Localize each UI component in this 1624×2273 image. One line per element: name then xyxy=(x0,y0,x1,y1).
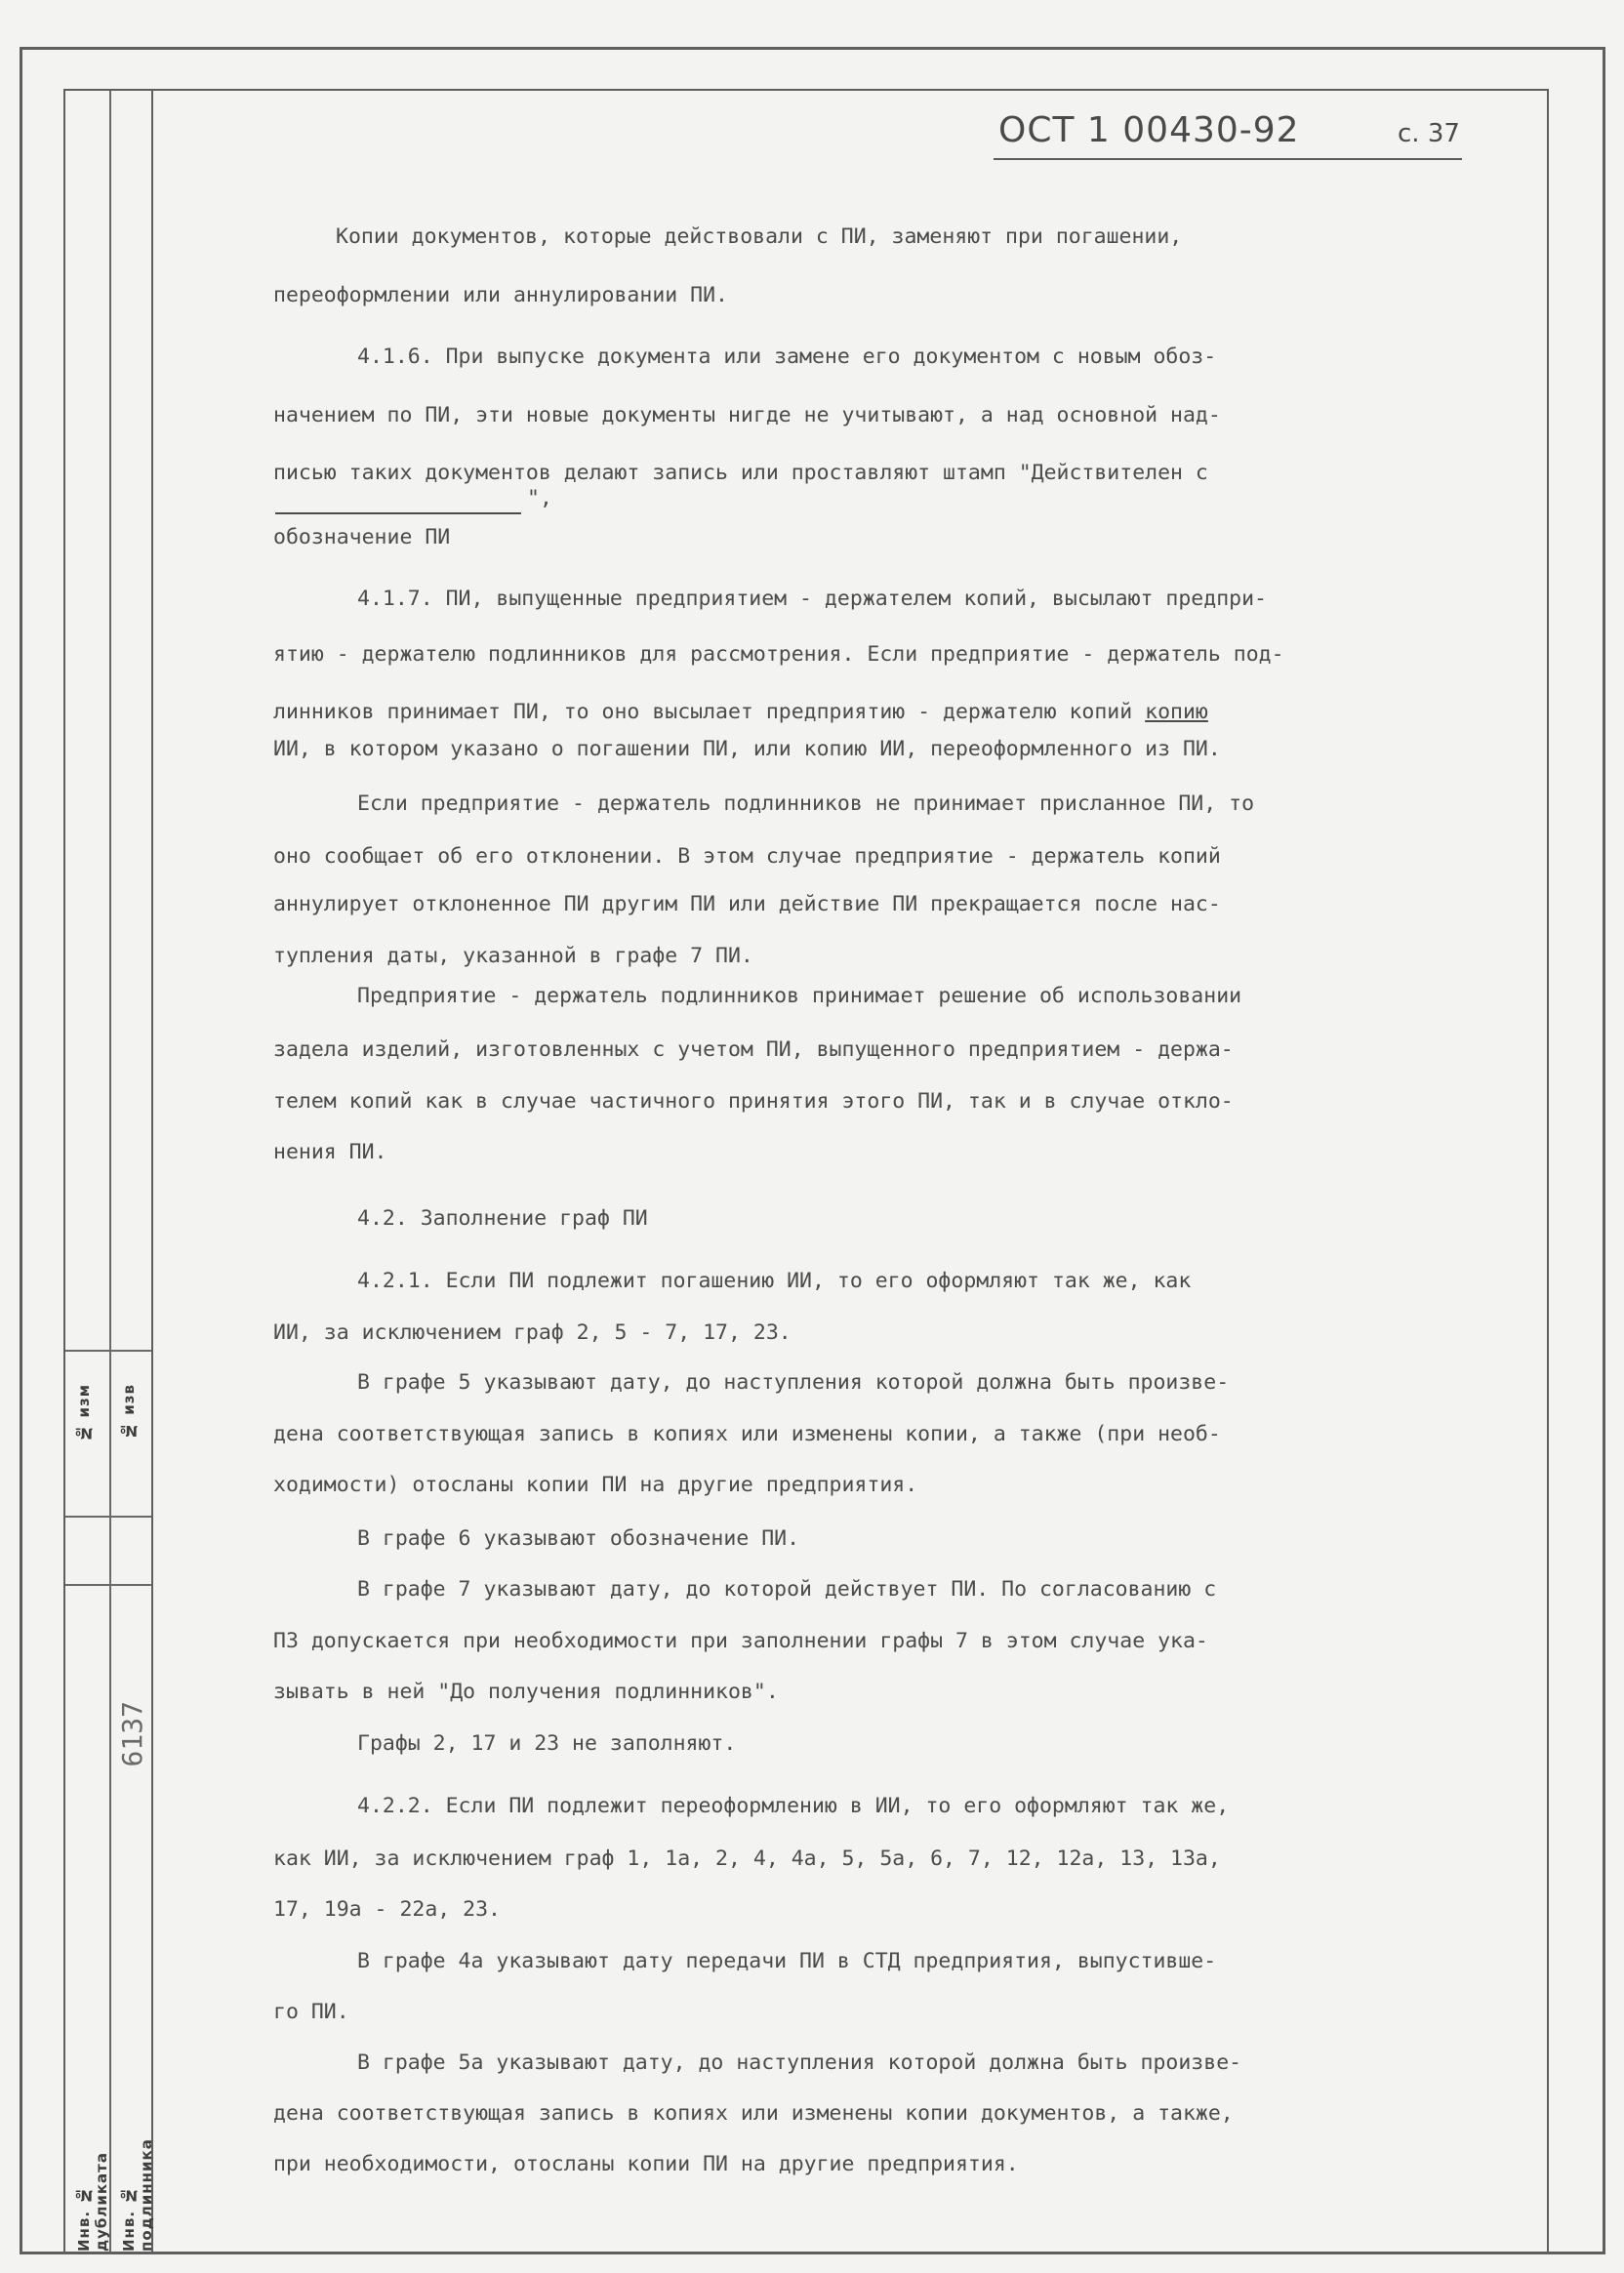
text-line: задела изделий, изготовленных с учетом ПИ, выпущенного предприятием - держа- xyxy=(273,1037,1234,1062)
page-number: с. 37 xyxy=(1398,119,1460,148)
text-line: оно сообщает об его отклонении. В этом случае предприятие - держатель копий xyxy=(273,844,1221,869)
text-line: Графы 2, 17 и 23 не заполняют. xyxy=(357,1731,737,1756)
strip-inventory-number: 6137 xyxy=(116,1701,148,1767)
text-line: 4.2.2. Если ПИ подлежит переоформлению в ИИ, то его оформляют так же, xyxy=(357,1794,1230,1818)
text-line: го ПИ. xyxy=(273,2000,349,2024)
text-line: 4.1.6. При выпуске документа или замене его документом с новым обоз- xyxy=(357,345,1217,369)
text-line: 4.1.7. ПИ, выпущенные предприятием - держателем копий, высылают предпри- xyxy=(357,587,1267,611)
strip-label-notice-no: № изв xyxy=(120,1384,138,1440)
text-line: аннулирует отклоненное ПИ другим ПИ или действие ПИ прекращается после нас- xyxy=(273,892,1221,916)
strip-divider xyxy=(109,91,111,2252)
text-line: телем копий как в случае частичного принятия этого ПИ, так и в случае откло- xyxy=(273,1089,1234,1114)
document-code: ОСТ 1 00430-92 xyxy=(998,110,1300,150)
text-line: Если предприятие - держатель подлинников не принимает присланное ПИ, то xyxy=(357,791,1255,816)
text-line: Копии документов, которые действовали с ПИ, заменяют при погашении, xyxy=(336,224,1183,249)
text-line: 4.2. Заполнение граф ПИ xyxy=(357,1206,648,1231)
text-line: ходимости) отосланы копии ПИ на другие предприятия. xyxy=(273,1473,918,1497)
text-line: В графе 5а указывают дату, до наступления которой должна быть произве- xyxy=(357,2050,1242,2075)
text-line: В графе 6 указывают обозначение ПИ. xyxy=(357,1526,800,1551)
strip-label-duplicate: Инв. № дубликата xyxy=(75,2152,110,2252)
text-line xyxy=(273,702,1208,723)
text-line: В графе 5 указывают дату, до наступления которой должна быть произве- xyxy=(357,1370,1230,1395)
text-line: ПЗ допускается при необходимости при заполнении графы 7 в этом случае ука- xyxy=(273,1629,1208,1653)
text-line: зывать в ней "До получения подлинников". xyxy=(273,1680,779,1704)
text-line: обозначение ПИ xyxy=(273,525,451,549)
text-line: нения ПИ. xyxy=(273,1140,387,1164)
text-segment: линников принимает ПИ, то оно высылает предприятию - держателю копий xyxy=(273,700,1146,724)
header-rule xyxy=(994,158,1462,160)
text-line: писью таких документов делают запись или проставляют штамп "Действителен с xyxy=(273,461,1208,485)
text-line: В графе 7 указывают дату, до которой действует ПИ. По согласованию с xyxy=(357,1577,1217,1602)
underlined-word: копию xyxy=(1145,700,1208,724)
text-line: Предприятие - держатель подлинников принимает решение об использовании xyxy=(357,984,1242,1008)
strip-line-middle xyxy=(65,1516,151,1518)
text-line: ИИ, в котором указано о погашении ПИ, или копию ИИ, переоформленного из ПИ. xyxy=(273,737,1221,761)
text-line: дена соответствующая запись в копиях или изменены копии, а также (при необ- xyxy=(273,1422,1221,1446)
left-margin-strip xyxy=(63,89,153,2253)
text-line: как ИИ, за исключением граф 1, 1а, 2, 4, 4а, 5, 5а, 6, 7, 12, 12а, 13, 13а, xyxy=(273,1847,1221,1871)
text-line: тупления даты, указанной в графе 7 ПИ. xyxy=(273,944,753,968)
stamp-blank-line xyxy=(275,512,521,514)
text-line: переоформлении или аннулировании ПИ. xyxy=(273,283,728,307)
text-line: при необходимости, отосланы копии ПИ на другие предприятия. xyxy=(273,2152,1019,2176)
text-line: начением по ПИ, эти новые документы нигде не учитывают, а над основной над- xyxy=(273,403,1221,427)
text-line: ИИ, за исключением граф 2, 5 - 7, 17, 23. xyxy=(273,1320,792,1345)
strip-line-top xyxy=(65,1350,151,1352)
text-line: 17, 19а - 22а, 23. xyxy=(273,1897,501,1922)
stamp-closing-quote: ", xyxy=(527,486,552,510)
strip-line-lower xyxy=(65,1584,151,1586)
text-line: В графе 4а указывают дату передачи ПИ в СТД предприятия, выпустивше- xyxy=(357,1949,1217,1973)
text-line: дена соответствующая запись в копиях или изменены копии документов, а также, xyxy=(273,2101,1234,2126)
strip-label-original: Инв. № подлинника xyxy=(120,2138,155,2252)
text-line: 4.2.1. Если ПИ подлежит погашению ИИ, то его оформляют так же, как xyxy=(357,1269,1192,1293)
strip-label-change-no: № изм xyxy=(75,1384,93,1442)
text-line: ятию - держателю подлинников для рассмотрения. Если предприятие - держатель под- xyxy=(273,642,1284,667)
